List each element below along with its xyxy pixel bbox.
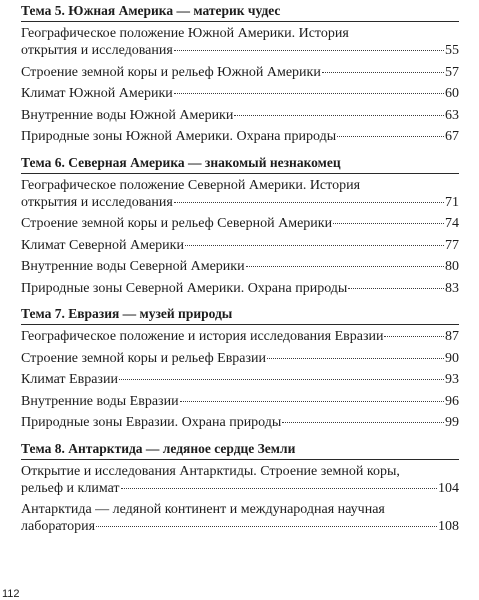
entry-title: рельеф и климат [21, 480, 120, 496]
toc-section [21, 150, 459, 297]
page-number: 112 [2, 588, 20, 600]
entry-leader-row [21, 518, 459, 535]
entry-page-number: 87 [445, 329, 459, 344]
toc-entry[interactable] [21, 280, 459, 297]
entry-title: Климат Северной Америки [21, 237, 184, 253]
section-entries [21, 459, 459, 536]
toc-section [21, 0, 459, 145]
entry-page-number: 57 [445, 64, 459, 80]
entry-leader-row [21, 371, 459, 388]
entry-leader-row [21, 480, 459, 497]
dot-leader [174, 50, 444, 51]
entry-page-number: 63 [445, 107, 459, 123]
section-entries [21, 324, 459, 431]
toc-entry[interactable] [21, 107, 459, 124]
entry-leader-row [21, 280, 459, 297]
entry-title: лаборатория [21, 519, 96, 534]
entry-page-number: 74 [445, 216, 459, 231]
toc-entry[interactable] [21, 350, 459, 367]
entry-page-number: 80 [445, 259, 459, 274]
dot-leader [174, 202, 444, 203]
entry-title: Внутренние воды Южной Америки [21, 107, 234, 123]
entry-title: Природные зоны Южной Америки. Охрана природы [21, 129, 337, 144]
dot-leader [333, 223, 444, 224]
toc-section [21, 301, 459, 431]
entry-title: Природные зоны Северной Америки. Охрана природы [21, 280, 348, 296]
dot-leader [267, 358, 444, 359]
entry-page-number: 108 [438, 519, 459, 534]
dot-leader [234, 115, 444, 116]
toc-entry[interactable] [21, 501, 459, 535]
entry-leader-row [21, 64, 459, 81]
entry-leader-row [21, 258, 459, 275]
entry-title: Климат Южной Америки [21, 86, 173, 101]
toc-entry[interactable] [21, 25, 459, 59]
section-entries [21, 173, 459, 297]
toc-entry[interactable] [21, 85, 459, 102]
section-title: Тема 6. Северная Америка — знакомый незнакомец [21, 154, 341, 170]
dot-leader [322, 72, 444, 73]
entry-title-line: Географическое положение Северной Америки. История [21, 177, 361, 193]
dot-leader [121, 488, 437, 489]
toc-entry[interactable] [21, 215, 459, 232]
entry-page-number: 93 [445, 372, 459, 387]
section-title: Тема 8. Антарктида — ледяное сердце Земли [21, 440, 296, 456]
toc-entry[interactable] [21, 414, 459, 431]
section-title: Тема 7. Евразия — музей природы [21, 306, 233, 321]
entry-title: открытия и исследования [21, 43, 173, 58]
dot-leader [119, 379, 444, 380]
dot-leader [282, 422, 444, 423]
entry-page-number: 99 [445, 415, 459, 430]
entry-title-line: Географическое положение Южной Америки. История [21, 26, 349, 41]
entry-page-number: 55 [445, 43, 459, 58]
entry-title: Строение земной коры и рельеф Южной Америки [21, 64, 321, 80]
table-of-contents [21, 0, 459, 540]
toc-section [21, 436, 459, 536]
entry-title: Климат Евразии [21, 372, 118, 387]
toc-entry[interactable] [21, 393, 459, 410]
section-title: Тема 5. Южная Америка — материк чудес [21, 3, 281, 18]
entry-leader-row [21, 107, 459, 124]
entry-title: Внутренние воды Северной Америки [21, 259, 245, 274]
entry-title: Строение земной коры и рельеф Евразии [21, 350, 267, 366]
entry-title: Природные зоны Евразии. Охрана природы [21, 415, 282, 430]
entry-leader-row [21, 128, 459, 145]
entry-title: Внутренние воды Евразии [21, 393, 179, 409]
entry-leader-row [21, 215, 459, 232]
entry-leader-row [21, 85, 459, 102]
dot-leader [174, 93, 444, 94]
dot-leader [246, 266, 444, 267]
toc-entry[interactable] [21, 64, 459, 81]
entry-leader-row [21, 328, 459, 345]
dot-leader [337, 136, 444, 137]
toc-entry[interactable] [21, 177, 459, 211]
entry-title-line: Открытие и исследования Антарктиды. Строение земной коры, [21, 463, 400, 479]
entry-leader-row [21, 414, 459, 431]
dot-leader [384, 336, 444, 337]
entry-page-number: 96 [445, 393, 459, 409]
entry-page-number: 60 [445, 86, 459, 101]
entry-page-number: 77 [445, 237, 459, 253]
dot-leader [185, 245, 444, 246]
entry-leader-row [21, 42, 459, 59]
dot-leader [96, 526, 437, 527]
entry-page-number: 67 [445, 129, 459, 144]
entry-leader-row [21, 237, 459, 254]
entry-page-number: 71 [445, 194, 459, 210]
toc-entry[interactable] [21, 258, 459, 275]
toc-entry[interactable] [21, 237, 459, 254]
entry-page-number: 83 [445, 280, 459, 296]
entry-leader-row [21, 350, 459, 367]
toc-entry[interactable] [21, 328, 459, 345]
entry-title: открытия и исследования [21, 194, 173, 210]
toc-entry[interactable] [21, 128, 459, 145]
entry-leader-row [21, 194, 459, 211]
section-entries [21, 21, 459, 145]
dot-leader [348, 288, 444, 289]
entry-leader-row [21, 393, 459, 410]
dot-leader [180, 401, 444, 402]
entry-title: Строение земной коры и рельеф Северной Америки [21, 216, 333, 231]
entry-title: Географическое положение и история исследования Евразии [21, 329, 384, 344]
entry-page-number: 90 [445, 350, 459, 366]
toc-entry[interactable] [21, 371, 459, 388]
toc-entry[interactable] [21, 463, 459, 497]
entry-page-number: 104 [438, 480, 459, 496]
entry-title-line: Антарктида — ледяной континент и международная научная [21, 502, 385, 517]
